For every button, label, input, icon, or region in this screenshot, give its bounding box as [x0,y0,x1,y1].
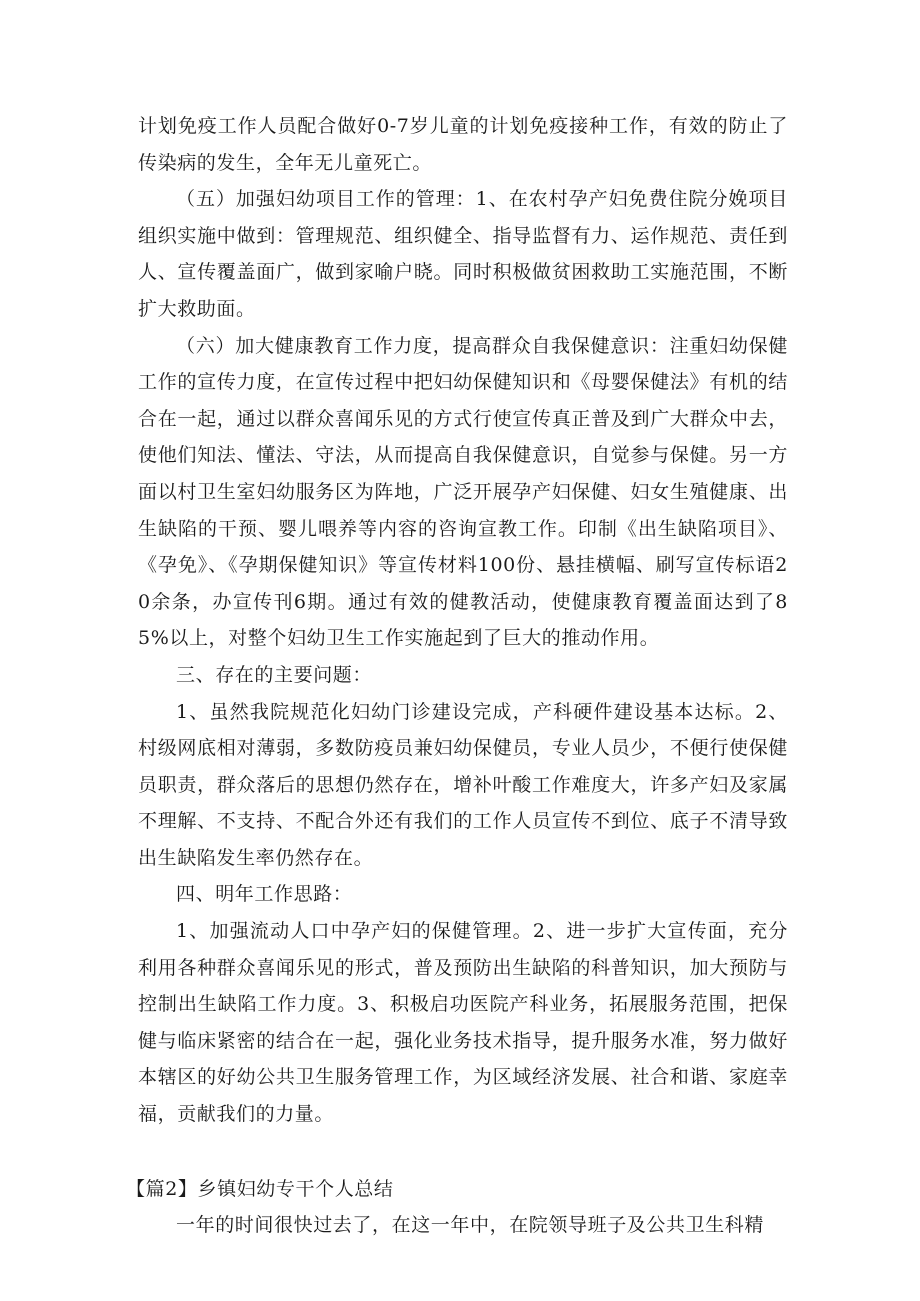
paragraph-next-year-plan: 1、加强流动人口中孕产妇的保健管理。2、进一步扩大宣传面，充分利用各种群众喜闻乐见的形式，普及预防出生缺陷的科普知识，加大预防与控制出生缺陷工作力度。3、积极启功医院产科业务，拓展服务范围，把保健与临床紧密的结合在一起，强化业务技术指导，提升服务水准，努力做好本辖区的好幼公共卫生服务管理工作，为区域经济发展、社合和谐、家庭幸福，贡献我们的力量。 [138,920,788,1126]
document-page [126,108,788,1244]
section-gap [138,1133,788,1171]
paragraph-problems-heading: 三、存在的主要问题： [176,663,373,686]
section-heading: 【篇2】乡镇妇幼专干个人总结 [126,1177,394,1200]
paragraph-health-education: （六）加大健康教育工作力度，提高群众自我保健意识：注重妇幼保健工作的宣传力度，在宣传过程中把妇幼保健知识和《母婴保健法》有机的结合在一起，通过以群众喜闻乐见的方式行使宣传真正普及到广大群众中去，使他们知法、懂法、守法，从而提高自我保健意识，自觉参与保健。另一方面以村卫生室妇幼服务区为阵地，广泛开展孕产妇保健、妇女生殖健康、出生缺陷的干预、婴儿喂养等内容的咨询宣教工作。印制《出生缺陷项目》、《孕免》、《孕期保健知识》等宣传材料100份、悬挂横幅、刷写宣传标语20余条，办宣传刊6期。通过有效的健教活动，使健康教育覆盖面达到了85%以上，对整个妇幼卫生工作实施起到了巨大的推动作用。 [138,334,788,650]
paragraph-next-year-heading: 四、明年工作思路： [176,883,353,906]
paragraph-opening: 一年的时间很快过去了，在这一年中，在院领导班子及公共卫生科精 [176,1214,765,1237]
paragraph-immunization: 计划免疫工作人员配合做好0-7岁儿童的计划免疫接种工作，有效的防止了传染病的发生，全年无儿童死亡。 [138,115,788,174]
paragraph-project-management: （五）加强妇幼项目工作的管理：1、在农村孕产妇免费住院分娩项目组织实施中做到：管理规范、组织健全、指导监督有力、运作规范、责任到人、宣传覆盖面广，做到家喻户晓。同时积极做贫困救助工实施范围，不断扩大救助面。 [138,188,788,320]
paragraph-problems: 1、虽然我院规范化妇幼门诊建设完成，产科硬件建设基本达标。2、村级网底相对薄弱，多数防疫员兼妇幼保健员，专业人员少，不便行使保健员职责，群众落后的思想仍然存在，增补叶酸工作难度大，许多产妇及家属不理解、不支持、不配合外还有我们的工作人员宣传不到位、底子不清导致出生缺陷发生率仍然存在。 [138,700,788,869]
